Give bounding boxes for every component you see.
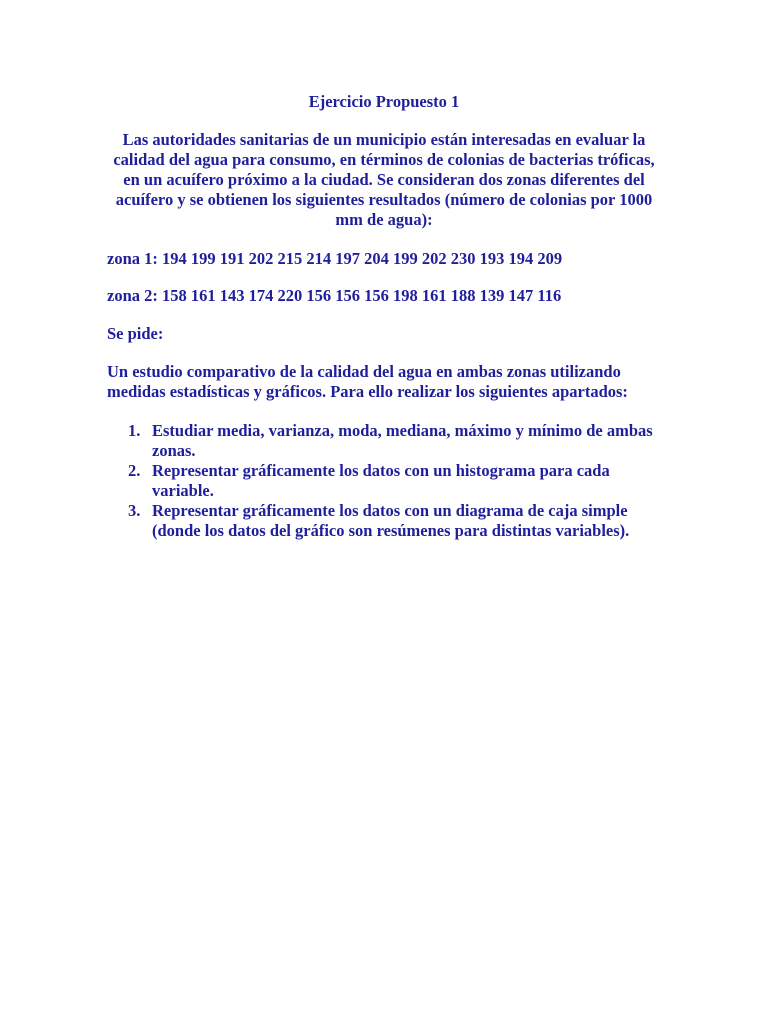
task-text: Estudiar media, varianza, moda, mediana, máximo y mínimo de ambas zonas. [152,421,653,460]
intro-paragraph: Las autoridades sanitarias de un municipio están interesadas en evaluar la calidad del agua para consumo, en términos de colonias de bacterias tróficas, en un acuífero próximo a la ciudad. Se consideran dos zonas diferentes del acuífero y se obtienen los siguientes resultados (número de colonias por 1000 mm de agua): [113,130,655,229]
task-number: 2. [128,461,141,480]
document-title: Ejercicio Propuesto 1 [308,92,460,111]
task-item [107,461,667,501]
task-number: 1. [128,421,141,440]
task-list [107,421,667,541]
zona-2-data: zona 2: 158 161 143 174 220 156 156 156 198 161 188 139 147 116 [107,286,562,305]
task-text: Representar gráficamente los datos con un histograma para cada variable. [152,461,610,500]
zona-1-data: zona 1: 194 199 191 202 215 214 197 204 199 202 230 193 194 209 [107,249,563,268]
task-item [107,421,667,461]
estudio-paragraph: Un estudio comparativo de la calidad del agua en ambas zonas utilizando medidas estadísticas y gráficos. Para ello realizar los siguientes apartados: [107,362,628,401]
task-text: Representar gráficamente los datos con un diagrama de caja simple (donde los datos del gráfico son resúmenes para distintas variables). [152,501,630,540]
se-pide-heading: Se pide: [107,324,164,343]
task-item [107,501,667,541]
task-number: 3. [128,501,141,520]
